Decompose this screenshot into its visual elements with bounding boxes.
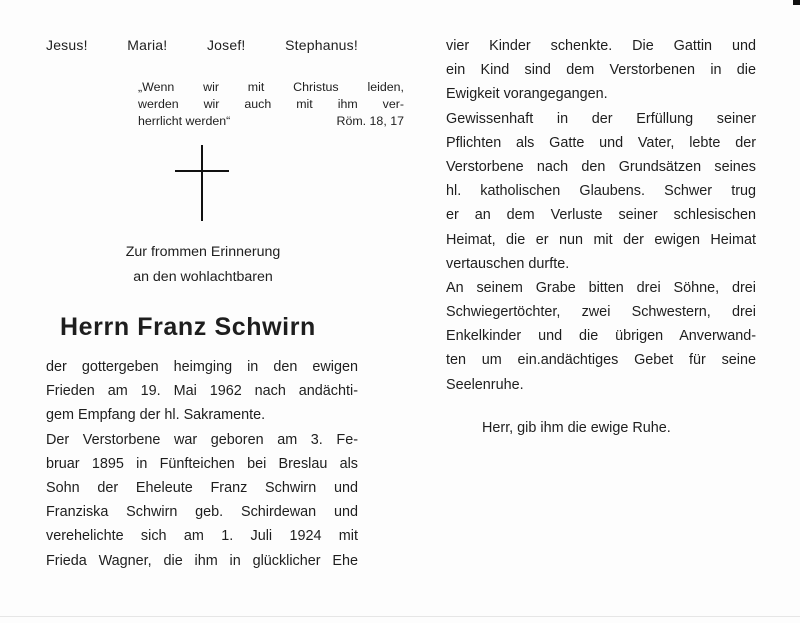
text-line: verehelichte sich am 1. Juli 1924 mit: [46, 528, 358, 545]
invocation-jesus: Jesus!: [46, 37, 88, 53]
text-line: der gottergeben heimging in den ewigen: [46, 359, 358, 375]
cross-icon: [175, 145, 229, 221]
dedication-line-2: an den wohlachtbaren: [133, 269, 273, 285]
text-line: Sohn der Eheleute Franz Schwirn und: [46, 479, 358, 496]
text-line: vertauschen durfte.: [446, 255, 570, 272]
text-line: Gewissenhaft in der Erfüllung seiner: [446, 110, 756, 127]
bible-quote: [138, 79, 404, 130]
memorial-dedication: [46, 240, 358, 290]
scan-bottom-edge: [0, 616, 800, 617]
quote-reference: Röm. 18, 17: [336, 114, 404, 128]
invocation-line: [46, 37, 358, 53]
dedication-line-1: Zur frommen Erinnerung: [125, 244, 281, 260]
quote-line-1: „Wenn wir mit Christus leiden,: [138, 80, 404, 94]
deceased-name: Herrn Franz Schwirn: [60, 313, 316, 341]
text-line: Enkelkinder und die übrigen Anverwand-: [446, 328, 756, 345]
text-line: Frieda Wagner, die ihm in glücklicher Ehe: [46, 552, 358, 569]
text-line: ein Kind sind dem Verstorbenen in die: [446, 62, 756, 79]
left-body-text: [46, 355, 358, 573]
invocation-josef: Josef!: [206, 37, 246, 53]
text-line: bruar 1895 in Fünfteichen bei Breslau als: [46, 455, 358, 472]
right-body-text: [446, 34, 756, 397]
closing-prayer: Herr, gib ihm die ewige Ruhe.: [482, 420, 671, 436]
text-line: Schwiegertöchter, zwei Schwestern, drei: [446, 304, 756, 321]
text-line: Heimat, die er nun mit der ewigen Heimat: [446, 231, 756, 248]
invocation-stephanus: Stephanus!: [285, 37, 358, 53]
text-line: gem Empfang der hl. Sakramente.: [46, 407, 266, 424]
text-line: Ewigkeit vorangegangen.: [446, 86, 608, 103]
text-line: Verstorbene nach den Grundsätzen seines: [446, 158, 756, 175]
text-line: er an dem Verluste seiner schlesischen: [446, 207, 756, 224]
text-line: Franziska Schwirn geb. Schirdewan und: [46, 504, 358, 521]
text-line: Pflichten als Gatte und Vater, lebte der: [446, 134, 756, 151]
text-line: Der Verstorbene war geboren am 3. Fe-: [46, 431, 358, 448]
text-line: An seinem Grabe bitten drei Söhne, drei: [446, 279, 756, 296]
scan-corner-mark: [793, 0, 800, 5]
text-line: vier Kinder schenkte. Die Gattin und: [446, 38, 756, 54]
quote-line-2: werden wir auch mit ihm ver-: [138, 97, 404, 111]
text-line: Seelenruhe.: [446, 376, 524, 393]
text-line: hl. katholischen Glaubens. Schwer trug: [446, 183, 756, 200]
quote-line-3: [138, 113, 404, 130]
quote-line-3-text: herrlicht werden“: [138, 114, 231, 128]
text-line: ten um ein.andächtiges Gebet für seine: [446, 352, 756, 369]
invocation-maria: Maria!: [127, 37, 168, 53]
text-line: Frieden am 19. Mai 1962 nach andächti-: [46, 383, 358, 400]
